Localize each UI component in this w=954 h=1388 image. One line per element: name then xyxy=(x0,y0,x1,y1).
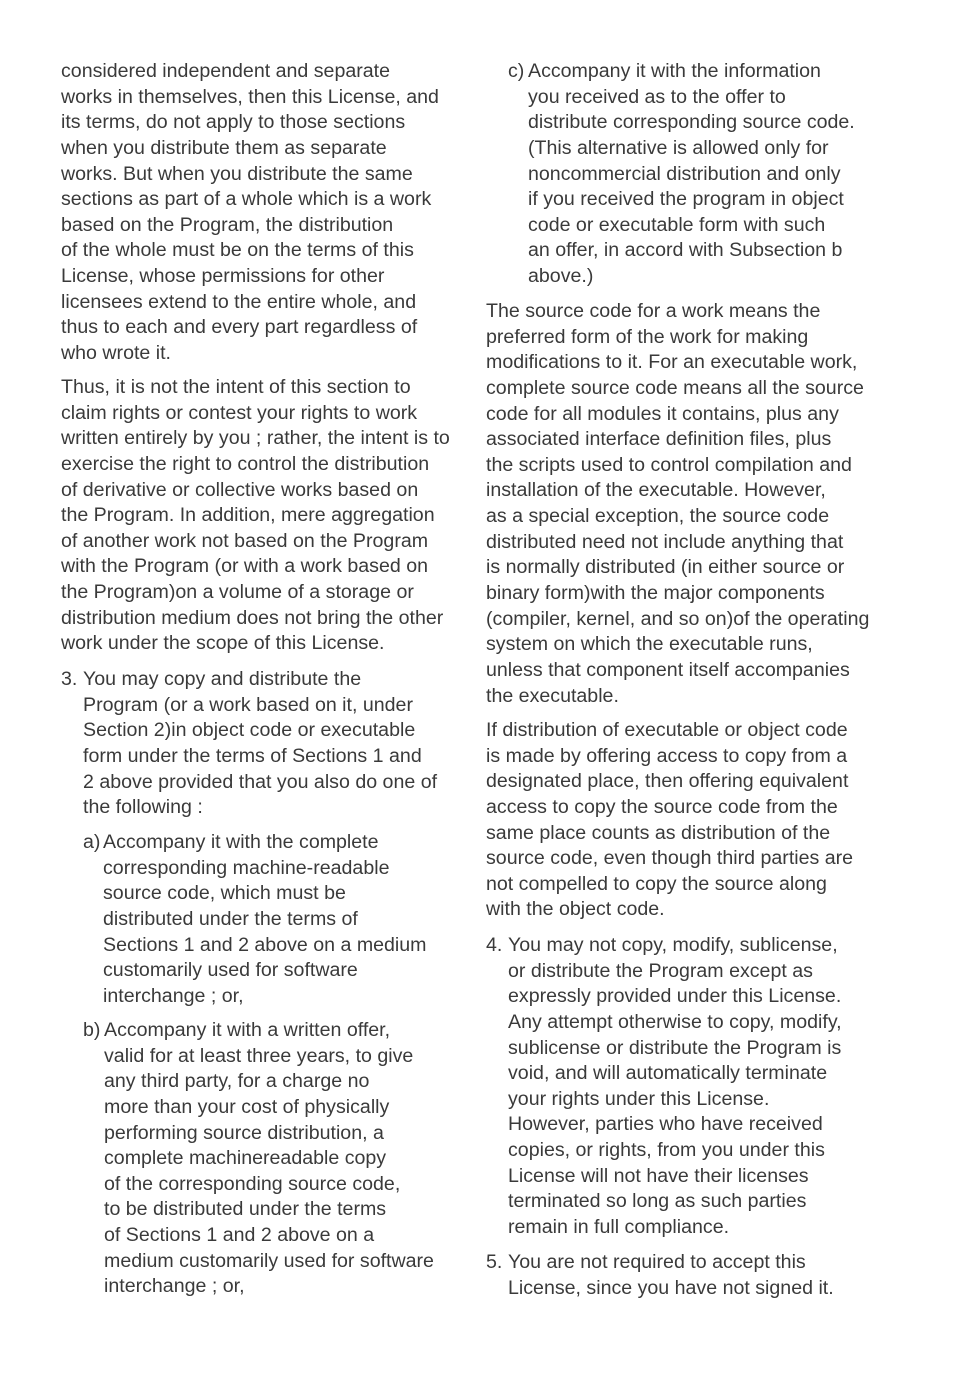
text-line: Sections 1 and 2 above on a medium xyxy=(103,933,427,956)
text-line: 2 above provided that you also do one of xyxy=(83,770,438,793)
text-line: distribute corresponding source code. xyxy=(528,111,855,134)
text-line: the Program. In addition, mere aggregation xyxy=(61,504,435,527)
text-line: is made by offering access to copy from a xyxy=(486,744,848,767)
list-marker: 5. xyxy=(486,1251,503,1273)
text-line: License will not have their licenses xyxy=(508,1164,809,1187)
text-line: with the Program (or with a work based on xyxy=(61,555,429,578)
text-line: distributed need not include anything that xyxy=(486,530,844,553)
list-item-item-4 xyxy=(486,933,842,1241)
text-line: the scripts used to control compilation and xyxy=(486,453,852,476)
text-line: its terms, do not apply to those sections xyxy=(61,111,406,134)
text-line: if you received the program in object xyxy=(528,188,844,211)
text-line: performing source distribution, a xyxy=(104,1121,384,1144)
text-line: licensees extend to the entire whole, and xyxy=(61,290,417,313)
list-item-item-3a xyxy=(83,830,427,1009)
paragraph-left-para-1 xyxy=(61,59,439,367)
text-line: the following : xyxy=(83,796,203,819)
text-line: distributed under the terms of xyxy=(103,907,358,930)
text-line: sublicense or distribute the Program is xyxy=(508,1036,842,1059)
list-marker: c) xyxy=(508,60,525,82)
text-line: to be distributed under the terms xyxy=(104,1198,387,1221)
text-line: License, whose permissions for other xyxy=(61,265,385,288)
text-line: Thus, it is not the intent of this section to xyxy=(61,376,411,398)
text-line: interchange ; or, xyxy=(104,1275,245,1298)
text-line: source code, even though third parties are xyxy=(486,847,854,870)
paragraph-right-para-1 xyxy=(486,299,869,709)
text-line: code or executable form with such xyxy=(528,213,826,236)
list-marker: b) xyxy=(83,1019,101,1041)
text-line: of the whole must be on the terms of this xyxy=(61,239,414,262)
list-item-item-3c xyxy=(508,59,855,290)
text-line: unless that component itself accompanies xyxy=(486,658,850,681)
text-line: interchange ; or, xyxy=(103,984,244,1007)
text-line: of another work not based on the Program xyxy=(61,529,429,552)
paragraph-right-para-2 xyxy=(486,718,853,923)
text-line: corresponding machine-readable xyxy=(103,856,390,879)
text-line: You are not required to accept this xyxy=(508,1251,806,1273)
list-item-item-3 xyxy=(61,667,437,821)
text-line: customarily used for software xyxy=(103,959,358,982)
text-line: sections as part of a whole which is a work xyxy=(61,188,432,211)
text-line: associated interface definition files, plus xyxy=(486,428,832,451)
text-line: distribution medium does not bring the other xyxy=(61,606,444,629)
text-line: you received as to the offer to xyxy=(528,85,786,108)
text-line: complete machinereadable copy xyxy=(104,1147,387,1170)
text-line: terminated so long as such parties xyxy=(508,1190,807,1213)
text-line: not compelled to copy the source along xyxy=(486,872,827,895)
text-line: claim rights or contest your rights to work xyxy=(61,401,418,424)
list-marker: 3. xyxy=(61,668,78,690)
text-line: the Program)on a volume of a storage or xyxy=(61,581,414,604)
text-line: (compiler, kernel, and so on)of the operating xyxy=(486,607,870,630)
text-line: an offer, in accord with Subsection b xyxy=(528,239,843,262)
text-line: License, since you have not signed it. xyxy=(508,1276,834,1299)
text-line: Program (or a work based on it, under xyxy=(83,693,413,716)
text-line: same place counts as distribution of the xyxy=(486,821,831,844)
text-line: binary form)with the major components xyxy=(486,582,825,605)
text-line: preferred form of the work for making xyxy=(486,325,809,348)
text-line: Accompany it with the information xyxy=(528,60,821,82)
text-line: void, and will automatically terminate xyxy=(508,1062,828,1085)
text-line: works in themselves, then this License, and xyxy=(61,85,439,108)
text-line: Accompany it with a written offer, xyxy=(104,1019,391,1041)
text-line: If distribution of executable or object code xyxy=(486,719,848,741)
text-line: thus to each and every part regardless of xyxy=(61,316,418,339)
text-line: remain in full compliance. xyxy=(508,1216,730,1239)
text-line: of Sections 1 and 2 above on a xyxy=(104,1224,375,1247)
text-line: with the object code. xyxy=(486,898,665,921)
text-line: You may copy and distribute the xyxy=(83,668,362,690)
text-line: Section 2)in object code or executable xyxy=(83,719,416,742)
text-line: of the corresponding source code, xyxy=(104,1172,401,1195)
list-item-item-3b xyxy=(83,1018,434,1300)
text-line: based on the Program, the distribution xyxy=(61,213,394,236)
text-line: source code, which must be xyxy=(103,882,346,905)
text-line: the executable. xyxy=(486,684,619,707)
text-line: exercise the right to control the distribution xyxy=(61,452,430,475)
text-line: works. But when you distribute the same xyxy=(61,162,413,185)
text-line: designated place, then offering equivalent xyxy=(486,770,849,793)
text-line: form under the terms of Sections 1 and xyxy=(83,744,422,767)
list-item-item-5 xyxy=(486,1250,834,1301)
text-line: system on which the executable runs, xyxy=(486,633,813,656)
text-line: noncommercial distribution and only xyxy=(528,162,841,185)
text-line: copies, or rights, from you under this xyxy=(508,1139,825,1162)
text-line: valid for at least three years, to give xyxy=(104,1044,414,1067)
text-line: expressly provided under this License. xyxy=(508,985,842,1008)
text-line: written entirely by you ; rather, the intent is to xyxy=(61,427,450,450)
list-marker: a) xyxy=(83,831,101,853)
text-line: who wrote it. xyxy=(61,342,171,365)
text-line: work under the scope of this License. xyxy=(61,632,385,655)
text-line: (This alternative is allowed only for xyxy=(528,136,829,159)
text-line: Any attempt otherwise to copy, modify, xyxy=(508,1010,842,1033)
text-line: installation of the executable. However, xyxy=(486,479,826,502)
text-line: code for all modules it contains, plus any xyxy=(486,402,839,425)
text-line: of derivative or collective works based on xyxy=(61,478,419,501)
text-line: any third party, for a charge no xyxy=(104,1070,370,1093)
text-line: above.) xyxy=(528,265,594,288)
text-line: medium customarily used for software xyxy=(104,1249,434,1272)
text-line: more than your cost of physically xyxy=(104,1095,390,1118)
text-line: or distribute the Program except as xyxy=(508,959,813,982)
text-line: is normally distributed (in either source or xyxy=(486,556,845,579)
text-line: However, parties who have received xyxy=(508,1113,823,1136)
text-line: as a special exception, the source code xyxy=(486,505,830,528)
text-line: when you distribute them as separate xyxy=(61,136,387,159)
text-line: Accompany it with the complete xyxy=(103,831,379,853)
text-line: access to copy the source code from the xyxy=(486,795,838,818)
text-line: modifications to it. For an executable work, xyxy=(486,351,858,374)
text-line: your rights under this License. xyxy=(508,1087,770,1110)
text-line: The source code for a work means the xyxy=(486,300,821,322)
paragraph-left-para-2 xyxy=(61,375,450,657)
text-line: complete source code means all the source xyxy=(486,376,864,399)
text-line: You may not copy, modify, sublicense, xyxy=(508,934,838,956)
list-marker: 4. xyxy=(486,934,503,956)
text-line: considered independent and separate xyxy=(61,60,390,82)
